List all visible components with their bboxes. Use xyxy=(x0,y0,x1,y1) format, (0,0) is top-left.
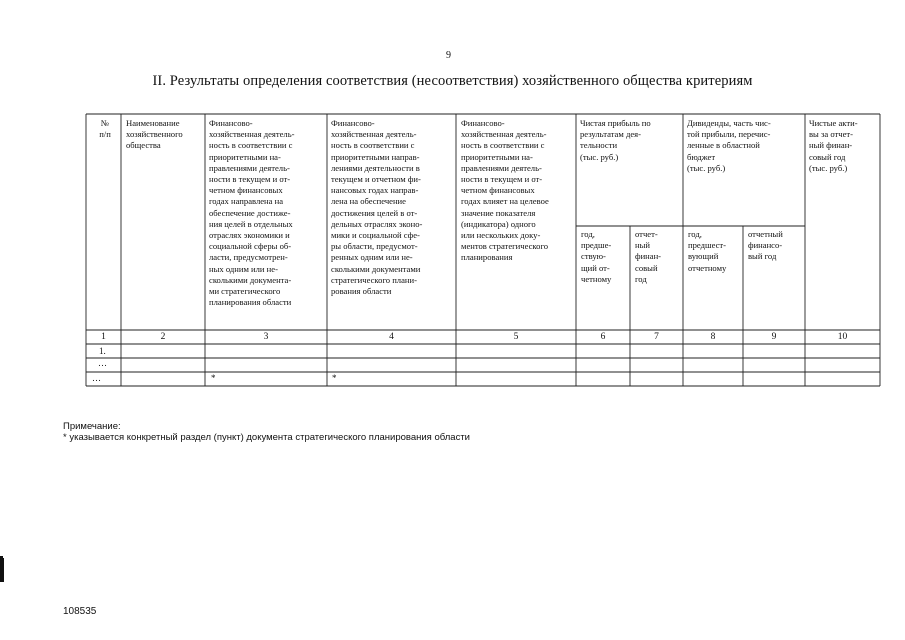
subheader-dividends-prev-year: год, предшест- вующий отчетному xyxy=(688,229,727,273)
footnote-star-col4: * xyxy=(332,373,337,383)
footnote-star-col3: * xyxy=(211,373,216,383)
header-criterion-5: Финансово- хозяйственная деятель- ность в соответствии с приоритетными на- правлениями деятель- ности в текущем и от- четном финансовых годах влияет на целевое значение показателя (индикатора) одного или нескольких доку- ментов стратегического планирования xyxy=(461,118,549,263)
header-net-assets: Чистые акти- вы за отчет- ный финан- совый год (тыс. руб.) xyxy=(809,118,858,173)
column-number-2: 2 xyxy=(160,332,166,342)
row-label-ellipsis-1: … xyxy=(98,358,107,368)
scan-edge-mark xyxy=(0,558,4,582)
column-number-1: 1 xyxy=(101,332,106,342)
note-label: Примечание: xyxy=(63,421,121,432)
column-number-6: 6 xyxy=(600,332,606,342)
header-dividends: Дивиденды, часть чис- той прибыли, перечис- ленные в областной бюджет (тыс. руб.) xyxy=(687,118,771,173)
column-number-4: 4 xyxy=(389,332,394,342)
column-number-8: 8 xyxy=(710,332,716,342)
column-number-5: 5 xyxy=(513,332,519,342)
page-title: II. Результаты определения соответствия (несоответствия) хозяйственного общества критериям xyxy=(152,73,753,89)
subheader-profit-prev-year: год, предше- ствую- щий от- четному xyxy=(581,229,612,284)
document-id: 108535 xyxy=(63,606,97,617)
header-net-profit: Чистая прибыль по результатам дея- тельности (тыс. руб.) xyxy=(580,118,651,162)
row-label-1: 1. xyxy=(99,346,106,356)
column-number-7: 7 xyxy=(654,332,659,342)
page-number: 9 xyxy=(446,50,451,61)
header-criterion-4: Финансово- хозяйственная деятель- ность в соответствии с приоритетными направ- лениями деятельности в текущем и отчетном фи- нансовых годах направ- лена на обеспечение достижения целей в от- дельных отраслях эконо- мики и социальной сфе- ры области, предусмот- ренных одним или не- сколькими документами стратегического плани- рования области xyxy=(331,118,423,297)
column-number-10: 10 xyxy=(837,332,848,342)
row-label-ellipsis-2: … xyxy=(92,373,101,383)
header-number: № п/п xyxy=(99,118,111,140)
column-number-3: 3 xyxy=(263,332,269,342)
note-text: * указывается конкретный раздел (пункт) документа стратегического планирования области xyxy=(63,432,470,443)
header-company-name: Наименование хозяйственного общества xyxy=(126,118,183,151)
subheader-dividends-report-year: отчетный финансо- вый год xyxy=(748,229,783,262)
subheader-profit-report-year: отчет- ный финан- совый год xyxy=(635,229,662,284)
header-criterion-3: Финансово- хозяйственная деятель- ность в соответствии с приоритетными на- правлениями деятель- ности в текущем и от- четном финансовых годах направлена на обеспечение достиже- ния целей в отдельных отраслях экономики и социальной сферы об- ласти, предусмотрен- ных одним или не- сколькими документа- ми стратегического планирования области xyxy=(209,118,295,308)
column-number-9: 9 xyxy=(771,332,777,342)
